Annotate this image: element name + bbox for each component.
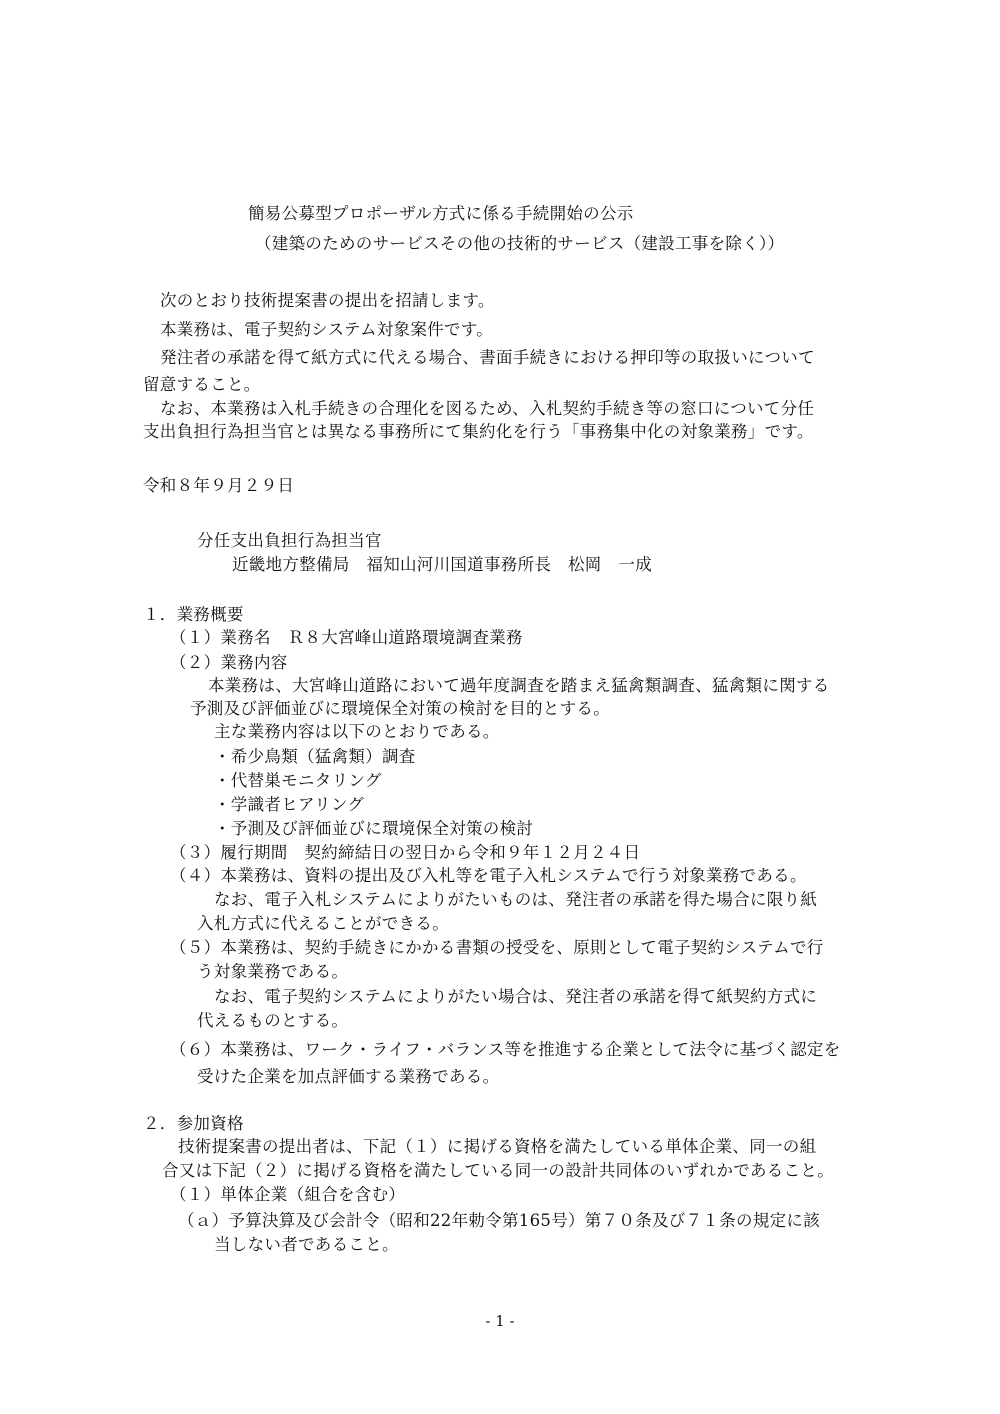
item4-line: 入札方式に代えることができる。 xyxy=(197,914,449,933)
business-content-line: 本業務は、大宮峰山道路において過年度調査を踏まえ猛禽類調査、猛禽類に関する xyxy=(208,676,830,695)
issuer-office: 近畿地方整備局 福知山河川国道事務所長 松岡 一成 xyxy=(232,555,652,574)
intro-line: 発注者の承諾を得て紙方式に代える場合、書面手続きにおける押印等の取扱いについて xyxy=(160,348,815,367)
single-company-heading: （１）単体企業（組合を含む） xyxy=(170,1185,406,1204)
performance-period: （３）履行期間 契約締結日の翌日から令和９年１２月２４日 xyxy=(170,843,641,862)
intro-line: なお、本業務は入札手続きの合理化を図るため、入札契約手続き等の窓口について分任 xyxy=(160,399,815,418)
issuer-role: 分任支出負担行為担当官 xyxy=(197,531,382,550)
business-content-line: 予測及び評価並びに環境保全対策の検討を目的とする。 xyxy=(190,699,610,718)
item6-line: 受けた企業を加点評価する業務である。 xyxy=(197,1067,500,1086)
business-name: （１）業務名 Ｒ８大宮峰山道路環境調査業務 xyxy=(170,628,523,647)
intro-line: 次のとおり技術提案書の提出を招請します。 xyxy=(160,291,495,310)
section-heading: １．業務概要 xyxy=(143,605,244,624)
page-number: - 1 - xyxy=(485,1312,515,1330)
item4-line: （４）本業務は、資料の提出及び入札等を電子入札システムで行う対象業務である。 xyxy=(170,866,807,885)
item6-line: （６）本業務は、ワーク・ライフ・バランス等を推進する企業として法令に基づく認定を xyxy=(170,1040,841,1059)
item5-line: なお、電子契約システムによりがたい場合は、発注者の承諾を得て紙契約方式に xyxy=(214,987,818,1006)
item4-line: なお、電子入札システムによりがたいものは、発注者の承諾を得た場合に限り紙 xyxy=(214,890,818,909)
eligibility-line: 技術提案書の提出者は、下記（１）に掲げる資格を満たしている単体企業、同一の組 xyxy=(178,1137,817,1156)
task-list-item: ・学識者ヒアリング xyxy=(214,795,365,814)
eligibility-line: 合又は下記（２）に掲げる資格を満たしている同一の設計共同体のいずれかであること。 xyxy=(162,1161,834,1180)
task-list-item: ・代替巣モニタリング xyxy=(214,771,382,790)
document-subtitle: （建築のためのサービスその他の技術的サービス（建設工事を除く）） xyxy=(255,234,785,253)
item5-line: （５）本業務は、契約手続きにかかる書類の授受を、原則として電子契約システムで行 xyxy=(170,938,824,957)
document-title: 簡易公募型プロポーザル方式に係る手続開始の公示 xyxy=(248,204,634,223)
task-list-item: ・希少鳥類（猛禽類）調査 xyxy=(214,747,416,766)
intro-line: 本業務は、電子契約システム対象案件です。 xyxy=(160,320,494,339)
task-list-item: ・予測及び評価並びに環境保全対策の検討 xyxy=(214,819,534,838)
condition-a-line: 当しない者であること。 xyxy=(214,1235,399,1254)
intro-line: 支出負担行為担当官とは異なる事務所にて集約化を行う「事務集中化の対象業務」です。 xyxy=(143,422,814,441)
business-content-line: 主な業務内容は以下のとおりである。 xyxy=(214,722,500,741)
intro-line: 留意すること。 xyxy=(143,375,261,394)
business-content-heading: （２）業務内容 xyxy=(170,653,288,672)
item5-line: う対象業務である。 xyxy=(197,962,349,981)
condition-a-line: （ａ）予算決算及び会計令（昭和22年勅令第165号）第７０条及び７１条の規定に該 xyxy=(178,1211,820,1230)
notice-date: 令和８年９月２９日 xyxy=(143,476,295,495)
item5-line: 代えるものとする。 xyxy=(197,1011,349,1030)
section-heading: ２．参加資格 xyxy=(143,1114,244,1133)
